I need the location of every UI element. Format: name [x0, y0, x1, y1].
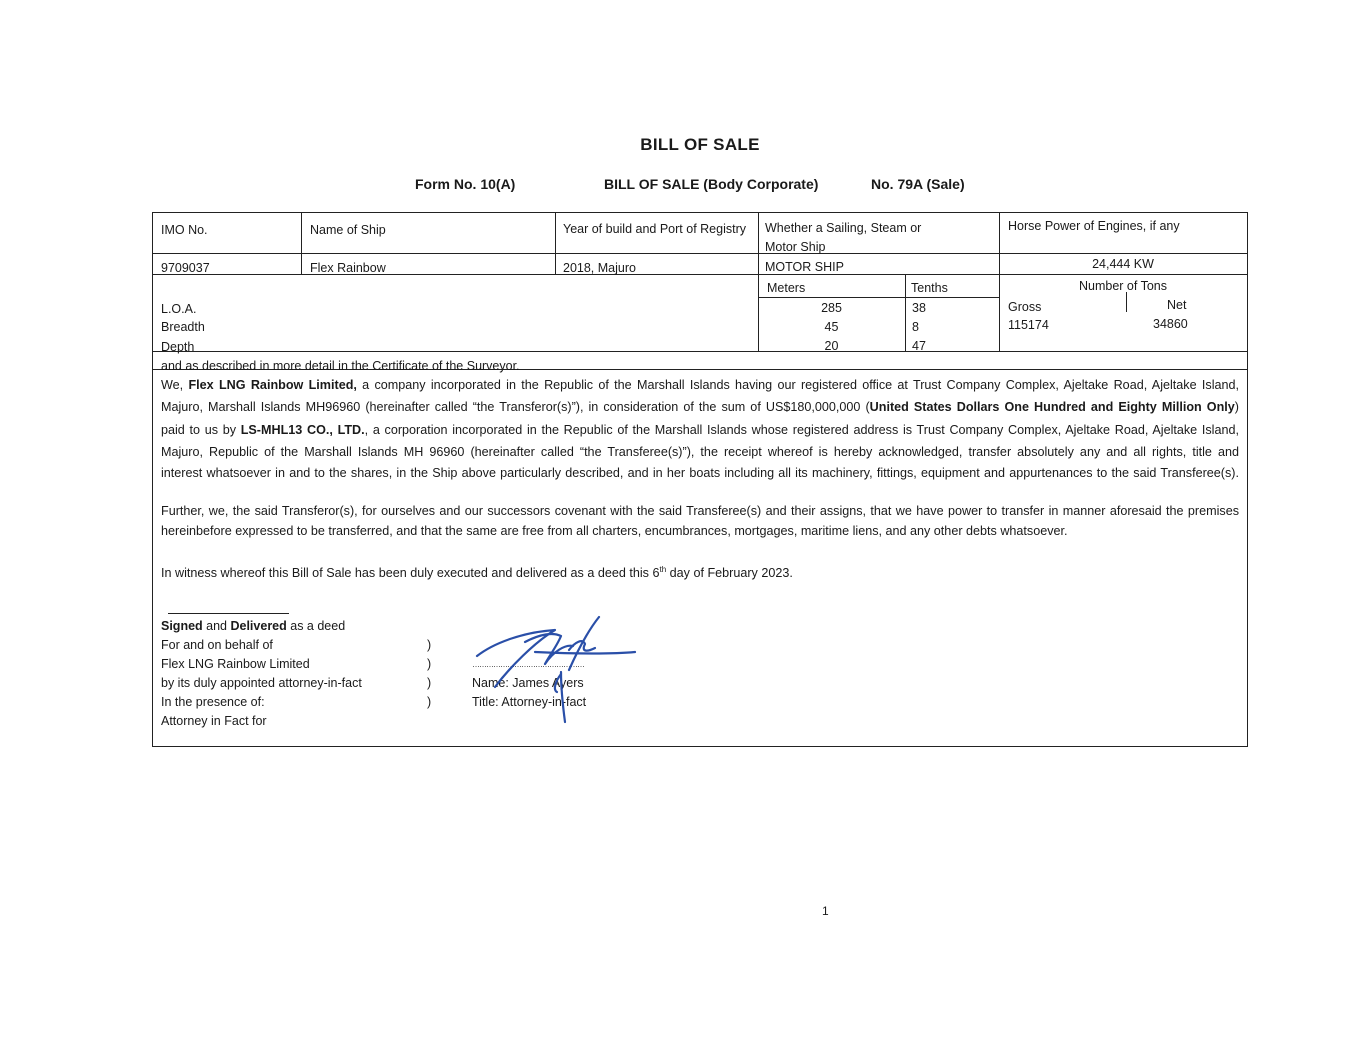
- header-ship-name: Name of Ship: [310, 223, 386, 237]
- dimension-label: Breadth: [161, 320, 205, 334]
- signature-line: In the presence of:: [161, 695, 265, 709]
- value-year-port: 2018, Majuro: [563, 261, 636, 275]
- body-line: paid to us by LS-MHL13 CO., LTD., a corporation incorporated in the Republic of the Marshall Islands whose registered address is Trust Company Complex, Ajeltake Road, Ajeltake Island,: [161, 423, 1239, 437]
- body-line: Further, we, the said Transferor(s), for ourselves and our successors covenant with the said Transferee(s) and their assigns, that we have power to transfer in manner aforesaid the premises: [161, 504, 1239, 518]
- form-type: BILL OF SALE (Body Corporate): [604, 176, 819, 192]
- table-rule: [153, 351, 1247, 352]
- body-line: interest whatsoever in and to the shares, in the Ship above particularly described, and in her boats including all its machinery, fittings, equipment and appurtenances to the said Transferee(s).: [161, 466, 1239, 480]
- value-ship-type: MOTOR SHIP: [765, 260, 844, 274]
- body-line: We, Flex LNG Rainbow Limited, a company incorporated in the Republic of the Marshall Islands having our registered office at Trust Company Complex, Ajeltake Road, Ajeltake Island,: [161, 378, 1240, 392]
- dimension-label: Depth: [161, 340, 195, 354]
- bracket: ): [427, 638, 432, 652]
- signature-dotted-line: …………………………………………: [472, 660, 584, 669]
- form-reference: No. 79A (Sale): [871, 176, 965, 192]
- value-ship-name: Flex Rainbow: [310, 261, 386, 275]
- signature-rule: [168, 613, 289, 614]
- dimension-tenths: 8: [912, 320, 919, 334]
- tenths-label: Tenths: [911, 281, 948, 295]
- header-ship-type-2: Motor Ship: [765, 240, 826, 254]
- signature-line: For and on behalf of: [161, 638, 273, 652]
- dimension-meters: 285: [821, 301, 842, 315]
- page-number: 1: [822, 904, 829, 918]
- bracket: ): [427, 657, 432, 671]
- signature-line: by its duly appointed attorney-in-fact: [161, 676, 362, 690]
- table-rule: [905, 274, 906, 351]
- dimension-tenths: 47: [912, 339, 926, 353]
- tons-label: Number of Tons: [1078, 279, 1167, 293]
- table-rule: [153, 253, 1247, 254]
- bracket: ): [427, 676, 432, 690]
- signature-line: Attorney in Fact for: [161, 714, 267, 728]
- form-number: Form No. 10(A): [415, 176, 516, 192]
- signed-delivered: Signed and Delivered as a deed: [161, 619, 346, 633]
- table-rule: [301, 213, 302, 274]
- signatory-name: Name: James Ayers: [472, 676, 584, 690]
- body-line: Majuro, Republic of the Marshall Islands MH 96960 (hereinafter called “the Transferee(s)”), the receipt whereof is hereby acknowledged, transfer absolutely any and all rights, title and: [161, 445, 1239, 459]
- bracket: ): [427, 695, 432, 709]
- body-line: hereinbefore expressed to be transferred, and that the same are free from all charters, encumbrances, mortgages, maritime liens, and any other debts whatsoever.: [161, 524, 1068, 538]
- header-horse-power: Horse Power of Engines, if any: [1008, 219, 1180, 233]
- surveyor-note: and as described in more detail in the Certificate of the Surveyor.: [161, 359, 520, 373]
- body-line: Majuro, Marshall Islands MH96960 (hereinafter called “the Transferor(s)”), in consideration of the sum of US$180,000,000 (United States Dollars One Hundred and Eighty Million Only): [161, 400, 1239, 414]
- transferor-name: Flex LNG Rainbow Limited,: [188, 378, 357, 392]
- header-ship-type-1: Whether a Sailing, Steam or: [765, 221, 922, 235]
- net-tons: 34860: [1153, 317, 1188, 331]
- signatory-title: Title: Attorney-in-fact: [472, 695, 587, 709]
- gross-tons: 115174: [1008, 318, 1049, 332]
- dimension-meters: 45: [824, 320, 839, 334]
- table-rule: [555, 213, 556, 274]
- dimension-label: L.O.A.: [161, 302, 197, 316]
- handwritten-signature: [465, 612, 645, 727]
- signature-line: Flex LNG Rainbow Limited: [161, 657, 310, 671]
- witness-line: In witness whereof this Bill of Sale has been duly executed and delivered as a deed this 6th day of February 2023.: [161, 565, 793, 581]
- transferee-name: LS-MHL13 CO., LTD.: [240, 423, 365, 437]
- dimension-tenths: 38: [912, 301, 926, 315]
- amount-in-words: United States Dollars One Hundred and Eighty Million Only: [869, 400, 1235, 414]
- value-horse-power: 24,444 KW: [1092, 257, 1154, 271]
- value-imo: 9709037: [161, 261, 210, 275]
- header-year-port: Year of build and Port of Registry: [563, 222, 746, 236]
- net-label: Net: [1167, 298, 1187, 312]
- header-imo: IMO No.: [161, 223, 208, 237]
- dimension-meters: 20: [824, 339, 839, 353]
- tons-divider: [1126, 292, 1127, 312]
- document-title: BILL OF SALE: [640, 135, 760, 154]
- gross-label: Gross: [1008, 300, 1042, 314]
- meters-label: Meters: [767, 281, 806, 295]
- table-rule: [758, 297, 1000, 298]
